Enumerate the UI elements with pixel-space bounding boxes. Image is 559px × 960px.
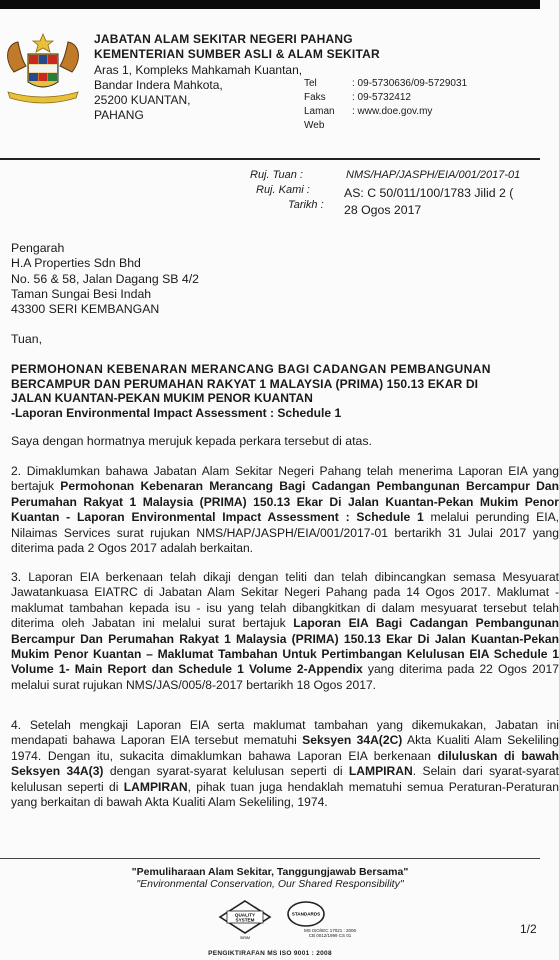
qs-top-text: QUALITY [234, 912, 256, 918]
top-dark-bar [0, 0, 540, 9]
paragraph-4 [11, 718, 559, 810]
ruj-kami-value: AS: C 50/011/100/1783 Jilid 2 ( [344, 186, 514, 200]
ruj-kami-label: Ruj. Kami : [256, 184, 310, 196]
quality-system-logo [218, 900, 272, 940]
contact-row-web [304, 105, 467, 133]
contact-row-fax [304, 91, 467, 105]
recipient-address [11, 241, 199, 317]
cert-line: CB 0012/1999 CS 01 [308, 933, 352, 938]
tel-label: Tel [304, 78, 317, 89]
salutation: Tuan, [11, 332, 42, 346]
bold-text-run: diluluskan di bawah Seksyen 34A(3) [11, 748, 559, 779]
cert-line: MS ISO/IEC 17021 : 2006 [303, 928, 357, 933]
qs-caption: SIRIM [240, 936, 250, 940]
text-run: . Selain dari syarat-syarat kelulusan seperti di [11, 764, 559, 794]
text-run: dengan syarat-syarat kelulusan seperti di [103, 764, 349, 779]
paragraph-3 [11, 570, 559, 693]
tarikh-value: 28 Ogos 2017 [344, 203, 422, 217]
recipient-line: H.A Properties Sdn Bhd [11, 256, 141, 271]
footer-motto [0, 866, 540, 890]
subject-heading [11, 362, 551, 420]
recipient-line: Pengarah [11, 241, 65, 255]
fax-label: Faks [304, 92, 326, 103]
accreditation-text [300, 928, 360, 938]
letterhead-contact-block [304, 77, 467, 133]
address-line-4: PAHANG [94, 108, 144, 123]
bold-text-run: Laporan EIA Bagi Cadangan Pembangunan Bercampur Dan Perumahan Rakyat 1 Malaysia (PRIMA) 150.13 Ekar Di Jalan Kuantan-Pekan Mukim Penor Kuantan – Maklumat Tambahan Untuk Pertimbangan Kelulusan EIA Schedule 1 Volume 1- Main Report dan Schedule 1 Volume 2-Appendix [11, 616, 559, 677]
text-run: yang diterima pada 22 Ogos 2017 melalui surat rujukan NMS/JAS/005/8-2017 bertarikh 18 Ogos 2017. [11, 662, 559, 692]
subject-line: -Laporan Environmental Impact Assessment : Schedule 1 [11, 405, 342, 420]
address-line-3: 25200 KUANTAN, [94, 93, 191, 108]
motto-english: "Environmental Conservation, Our Shared Responsibility" [136, 878, 404, 890]
ruj-tuan-label: Ruj. Tuan : [250, 169, 303, 181]
standards-text: STANDARDS [291, 911, 321, 917]
subject-line: JALAN KUANTAN-PEKAN MUKIM PENOR KUANTAN [11, 391, 313, 406]
web-label: Laman Web [304, 106, 335, 131]
ministry-name: KEMENTERIAN SUMBER ASLI & ALAM SEKITAR [94, 47, 380, 62]
subject-line: PERMOHONAN KEBENARAN MERANCANG BAGI CADANGAN PEMBANGUNAN [11, 362, 491, 376]
fax-value: : 09-5732412 [352, 92, 411, 103]
recipient-line: 43300 SERI KEMBANGAN [11, 302, 160, 317]
bold-text-run: LAMPIRAN [348, 764, 413, 779]
bold-text-run: Permohonan Kebenaran Merancang Bagi Cadangan Pembangunan Bercampur Dan Perumahan Rakyat 1 Malaysia (PRIMA) 150.13 Ekar Di Jalan Kuantan-Pekan Mukim Penor Kuantan - Laporan Environmental Impact Assessment : Schedule 1 [11, 479, 559, 525]
iso-certification-text: PENGIKTIRAFAN MS ISO 9001 : 2008 [208, 950, 332, 957]
subject-line: BERCAMPUR DAN PERUMAHAN RAKYAT 1 MALAYSIA (PRIMA) 150.13 EKAR DI [11, 376, 479, 391]
letterhead-divider [0, 158, 540, 160]
contact-row-tel [304, 77, 467, 91]
malaysia-coat-of-arms-logo [0, 30, 86, 106]
text-run: Akta Kualiti Alam Sekeliling 1974. Dengan itu, sukacita dimaklumkan bahawa Laporan EIA berkenaan [11, 733, 559, 763]
text-run: melalui perunding EIA, Nilaimas Services surat rujukan NMS/HAP/JASPH/EIA/001/2017-01 bertarikh 31 Julai 2017 yang diterima pada 2 Ogos 2017 adalah berkaitan. [11, 510, 559, 556]
bold-text-run: Seksyen 34A(2C) [302, 733, 403, 748]
address-line-1: Aras 1, Kompleks Mahkamah Kuantan, [94, 62, 303, 77]
agency-name: JABATAN ALAM SEKITAR NEGERI PAHANG [94, 32, 353, 46]
text-run: 4. Setelah mengkaji Laporan EIA serta maklumat tambahan yang dikemukakan, Jabatan ini mendapati bahawa Laporan EIA tersebut mematuhi [11, 718, 559, 748]
text-run: , pihak tuan juga hendaklah mematuhi semua Peraturan-Peraturan yang berkaitan di bawah Akta Kualiti Alam Sekeliling, 1974. [11, 779, 559, 810]
web-value: : www.doe.gov.my [352, 106, 433, 117]
tel-value: : 09-5730636/09-5729031 [352, 78, 468, 89]
bold-text-run: LAMPIRAN [123, 779, 188, 794]
tarikh-label: Tarikh : [288, 199, 324, 211]
recipient-line: Taman Sungai Besi Indah [11, 286, 152, 301]
opening-sentence: Saya dengan hormatnya merujuk kepada perkara tersebut di atas. [11, 434, 372, 448]
ruj-tuan-value: NMS/HAP/JASPH/EIA/001/2017-01 [346, 169, 521, 181]
address-line-2: Bandar Indera Mahkota, [94, 77, 223, 92]
motto-malay: "Pemuliharaan Alam Sekitar, Tanggungjawab Bersama" [131, 866, 409, 878]
qs-bottom-text: SYSTEM [235, 917, 255, 923]
paragraph-2 [11, 464, 559, 556]
page-number: 1/2 [520, 922, 537, 936]
text-run: 2. Dimaklumkan bahawa Jabatan Alam Sekitar Negeri Pahang telah menerima Laporan EIA yang bertajuk [11, 464, 559, 494]
recipient-line: No. 56 & 58, Jalan Dagang SB 4/2 [11, 271, 199, 286]
footer-divider [0, 858, 540, 859]
text-run: 3. Laporan EIA berkenaan telah dikaji dengan teliti dan telah dibincangkan semasa Mesyuarat Jawatankuasa EIATRC di Jabatan Alam Sekitar Negeri Pahang pada 14 Ogos 2017. Maklumat - maklumat tambahan kepada isu - isu yang telah dibangkitkan di dalam mesyuarat tersebut telah diterima oleh Jabatan ini melalui surat bertajuk [11, 570, 559, 631]
